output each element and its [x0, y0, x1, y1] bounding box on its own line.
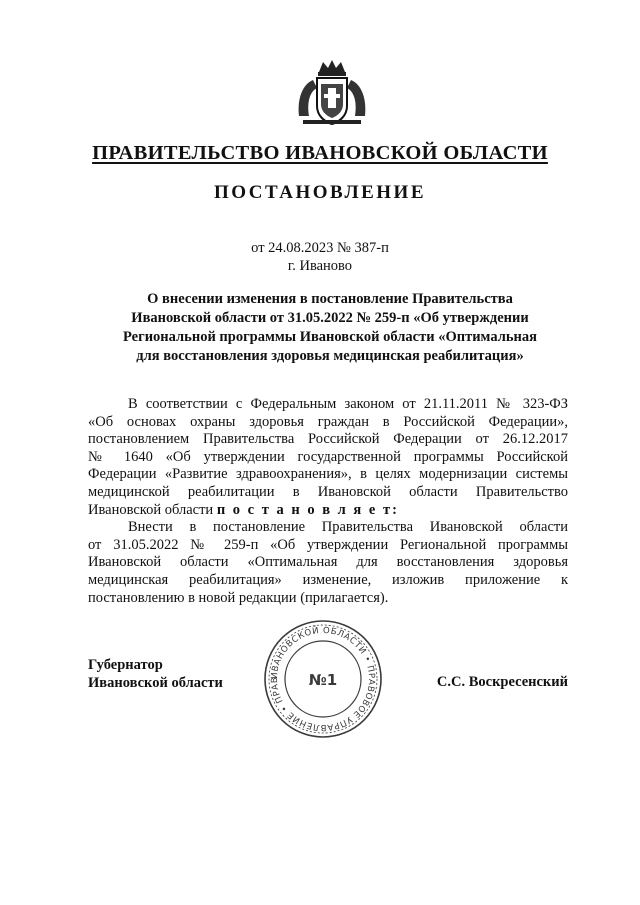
- body-line-text: Ивановской области: [88, 501, 214, 518]
- subject-line: Региональной программы Ивановской области «Оптимальная: [123, 329, 537, 345]
- stamp-ring-text: ИВАНОВСКОЙ ОБЛАСТИ • ПРАВОВОЕ УПРАВЛЕНИЕ • ПРАВ: [269, 625, 377, 733]
- subject-line: О внесении изменения в постановление Правительства: [147, 291, 513, 307]
- date-and-number: от 24.08.2023 № 387-п: [251, 240, 389, 256]
- signer-title: [88, 656, 223, 692]
- body-line: № 1640 «Об утверждении государственной программы Российской: [88, 448, 568, 465]
- resolves-word: п о с т а н о в л я е т:: [216, 501, 399, 518]
- signer-title-line: Ивановской области: [88, 675, 223, 691]
- body-text: [88, 396, 568, 607]
- ivanovo-coat-of-arms-icon: [293, 58, 371, 130]
- document-type: ПОСТАНОВЛЕНИЕ: [213, 182, 427, 203]
- body-line: медицинской реабилитации в Ивановской области Правительство: [88, 483, 568, 500]
- official-stamp: [261, 617, 385, 741]
- paragraph-1: [88, 396, 568, 519]
- stamp-seal-icon: [261, 617, 385, 741]
- body-line: Внести в постановление Правительства Ивановской области: [128, 519, 568, 536]
- subject-line: Ивановской области от 31.05.2022 № 259-п «Об утверждении: [131, 310, 529, 326]
- city: г. Иваново: [287, 258, 353, 274]
- body-line: Ивановской области «Оптимальная для восстановления здоровья: [88, 554, 568, 571]
- stamp-number: №1: [308, 671, 338, 689]
- paragraph-2: [88, 519, 568, 607]
- body-line: постановлению в новой редакции (прилагается).: [88, 589, 389, 606]
- signer-name: С.С. Воскресенский: [436, 674, 568, 690]
- body-line-final: [88, 502, 568, 520]
- body-line: Федерации «Развитие здравоохранения», в целях модернизации системы: [88, 466, 568, 483]
- subject-line: для восстановления здоровья медицинская реабилитация»: [136, 348, 524, 364]
- body-line: от 31.05.2022 № 259-п «Об утверждении Региональной программы: [88, 536, 568, 553]
- body-line: медицинская реабилитация» изменение, изложив приложение к: [88, 571, 568, 588]
- body-line: постановлением Правительства Российской Федерации от 26.12.2017: [88, 431, 568, 448]
- government-title: ПРАВИТЕЛЬСТВО ИВАНОВСКОЙ ОБЛАСТИ: [92, 142, 548, 164]
- document-subject: [100, 290, 560, 366]
- body-line: В соответствии с Федеральным законом от 21.11.2011 № 323-ФЗ: [128, 396, 568, 412]
- signer-title-line: Губернатор: [88, 657, 163, 673]
- body-line: «Об основах охраны здоровья граждан в Российской Федерации»,: [88, 413, 568, 430]
